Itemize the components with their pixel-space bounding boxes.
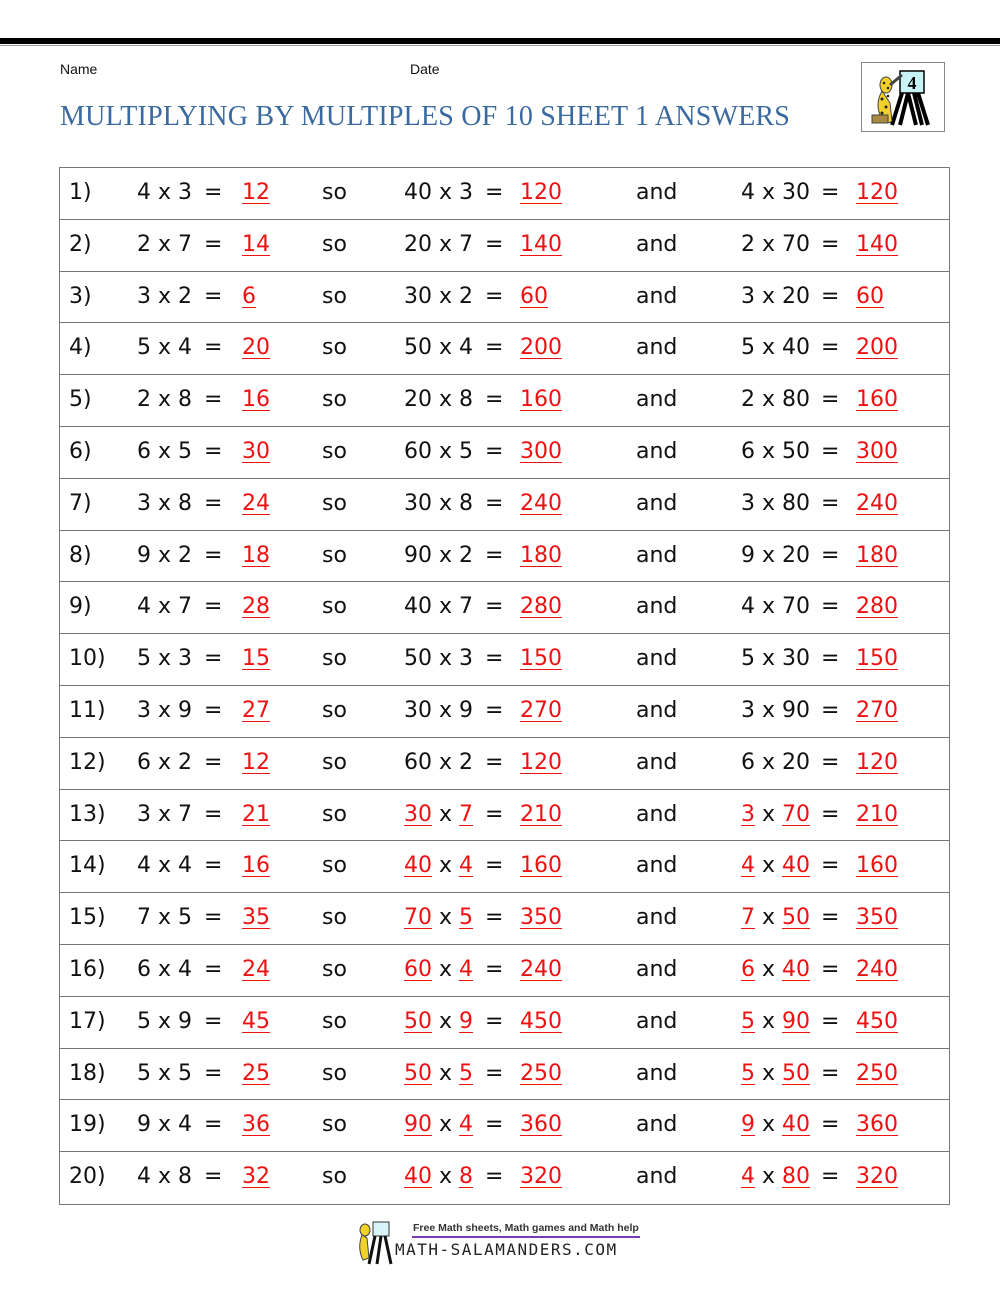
tens-fact-right: 7 x 50: [741, 905, 811, 931]
table-row: [60, 1152, 949, 1204]
table-row: [60, 634, 949, 686]
name-label: Name: [60, 61, 98, 77]
tens-answer-left: 160: [520, 387, 562, 413]
equals-sign: =: [821, 594, 840, 620]
base-answer: 27: [242, 697, 270, 723]
equals-sign: =: [485, 542, 504, 568]
tens-fact-right: 5 x 30: [741, 646, 811, 672]
equals-sign: =: [204, 905, 223, 931]
equals-sign: =: [204, 387, 223, 413]
equals-sign: =: [204, 231, 223, 257]
tens-fact-right: 2 x 80: [741, 387, 811, 413]
equals-sign: =: [204, 801, 223, 827]
equals-sign: =: [821, 749, 840, 775]
base-answer: 6: [242, 283, 256, 309]
base-answer: 24: [242, 956, 270, 982]
equals-sign: =: [204, 438, 223, 464]
and-word: and: [636, 905, 678, 931]
base-answer: 12: [242, 180, 270, 205]
equals-sign: =: [485, 956, 504, 982]
question-number: 4): [69, 335, 92, 361]
equals-sign: =: [485, 490, 504, 516]
question-number: 12): [69, 749, 106, 775]
base-fact: 7 x 5: [137, 905, 193, 931]
tens-answer-right: 320: [856, 1164, 898, 1190]
tens-fact-right: 9 x 40: [741, 1112, 811, 1138]
so-word: so: [322, 697, 347, 723]
base-answer: 25: [242, 1060, 270, 1086]
base-answer: 14: [242, 231, 270, 257]
tens-answer-right: 180: [856, 542, 898, 568]
and-word: and: [636, 1112, 678, 1138]
tens-answer-left: 270: [520, 697, 562, 723]
base-fact: 4 x 8: [137, 1164, 193, 1190]
tens-answer-right: 360: [856, 1112, 898, 1138]
question-number: 8): [69, 542, 92, 568]
equals-sign: =: [821, 490, 840, 516]
equals-sign: =: [821, 801, 840, 827]
footer-divider: [412, 1236, 640, 1238]
base-fact: 4 x 4: [137, 853, 193, 879]
base-fact: 3 x 8: [137, 490, 193, 516]
tens-answer-right: 160: [856, 853, 898, 879]
tens-answer-right: 210: [856, 801, 898, 827]
tens-fact-left: 30 x 9: [404, 697, 474, 723]
base-answer: 32: [242, 1164, 270, 1190]
equals-sign: =: [204, 956, 223, 982]
tens-answer-left: 60: [520, 283, 548, 309]
tens-answer-right: 120: [856, 180, 898, 205]
tens-fact-left: 50 x 3: [404, 646, 474, 672]
tens-answer-right: 450: [856, 1008, 898, 1034]
base-answer: 21: [242, 801, 270, 827]
equals-sign: =: [485, 905, 504, 931]
tens-fact-right: 3 x 70: [741, 801, 811, 827]
equals-sign: =: [821, 905, 840, 931]
tens-answer-right: 140: [856, 231, 898, 257]
table-row: [60, 168, 949, 220]
so-word: so: [322, 801, 347, 827]
equals-sign: =: [204, 594, 223, 620]
top-rule-thin: [0, 45, 1000, 46]
so-word: so: [322, 231, 347, 257]
and-word: and: [636, 1164, 678, 1190]
table-row: [60, 323, 949, 375]
equals-sign: =: [485, 697, 504, 723]
equals-sign: =: [485, 231, 504, 257]
tens-answer-left: 300: [520, 438, 562, 464]
base-fact: 9 x 4: [137, 1112, 193, 1138]
question-number: 13): [69, 801, 106, 827]
table-row: [60, 997, 949, 1049]
equals-sign: =: [204, 697, 223, 723]
base-fact: 5 x 9: [137, 1008, 193, 1034]
tens-answer-left: 320: [520, 1164, 562, 1190]
page-title: MULTIPLYING BY MULTIPLES OF 10 SHEET 1 ANSWERS: [60, 101, 791, 132]
question-number: 6): [69, 438, 92, 464]
question-number: 16): [69, 956, 106, 982]
question-number: 20): [69, 1164, 106, 1190]
base-answer: 12: [242, 749, 270, 775]
question-number: 14): [69, 853, 106, 879]
tens-fact-right: 2 x 70: [741, 231, 811, 257]
tens-answer-left: 120: [520, 180, 562, 205]
and-word: and: [636, 438, 678, 464]
tens-fact-right: 4 x 70: [741, 594, 811, 620]
footer-tagline: Free Math sheets, Math games and Math help: [413, 1222, 639, 1234]
and-word: and: [636, 180, 678, 205]
equals-sign: =: [204, 1112, 223, 1138]
equals-sign: =: [485, 1112, 504, 1138]
base-fact: 3 x 7: [137, 801, 193, 827]
footer-brand: MATH-SALAMANDERS.COM: [395, 1240, 618, 1259]
tens-fact-left: 30 x 2: [404, 283, 474, 309]
and-word: and: [636, 387, 678, 413]
equals-sign: =: [821, 180, 840, 205]
equals-sign: =: [485, 438, 504, 464]
equals-sign: =: [821, 1164, 840, 1190]
tens-answer-right: 280: [856, 594, 898, 620]
tens-fact-left: 70 x 5: [404, 905, 474, 931]
tens-fact-left: 30 x 7: [404, 801, 474, 827]
equals-sign: =: [821, 1008, 840, 1034]
equals-sign: =: [204, 853, 223, 879]
so-word: so: [322, 283, 347, 309]
base-answer: 45: [242, 1008, 270, 1034]
base-fact: 4 x 3: [137, 180, 193, 205]
table-row: [60, 427, 949, 479]
equals-sign: =: [821, 1060, 840, 1086]
base-fact: 6 x 4: [137, 956, 193, 982]
and-word: and: [636, 594, 678, 620]
equals-sign: =: [821, 335, 840, 361]
table-row: [60, 220, 949, 272]
so-word: so: [322, 905, 347, 931]
equals-sign: =: [821, 231, 840, 257]
and-word: and: [636, 1008, 678, 1034]
base-fact: 5 x 3: [137, 646, 193, 672]
table-row: [60, 582, 949, 634]
and-word: and: [636, 646, 678, 672]
tens-answer-left: 250: [520, 1060, 562, 1086]
table-row: [60, 893, 949, 945]
tens-fact-left: 60 x 5: [404, 438, 474, 464]
base-fact: 3 x 9: [137, 697, 193, 723]
tens-answer-left: 360: [520, 1112, 562, 1138]
table-row: [60, 945, 949, 997]
tens-answer-left: 280: [520, 594, 562, 620]
tens-answer-right: 270: [856, 697, 898, 723]
tens-answer-left: 350: [520, 905, 562, 931]
tens-fact-left: 40 x 3: [404, 180, 474, 205]
so-word: so: [322, 1164, 347, 1190]
and-word: and: [636, 490, 678, 516]
base-answer: 24: [242, 490, 270, 516]
tens-fact-left: 60 x 4: [404, 956, 474, 982]
tens-fact-left: 90 x 2: [404, 542, 474, 568]
base-answer: 36: [242, 1112, 270, 1138]
equals-sign: =: [204, 1060, 223, 1086]
footer-branding: [355, 1220, 645, 1265]
date-label: Date: [410, 61, 440, 77]
equals-sign: =: [485, 646, 504, 672]
question-number: 3): [69, 283, 92, 309]
question-number: 7): [69, 490, 92, 516]
base-fact: 6 x 5: [137, 438, 193, 464]
so-word: so: [322, 542, 347, 568]
tens-fact-right: 6 x 40: [741, 956, 811, 982]
equals-sign: =: [485, 283, 504, 309]
tens-fact-right: 3 x 20: [741, 283, 811, 309]
equals-sign: =: [204, 1008, 223, 1034]
tens-fact-right: 4 x 30: [741, 180, 811, 205]
equals-sign: =: [821, 387, 840, 413]
equals-sign: =: [821, 1112, 840, 1138]
answer-table: [59, 167, 950, 1205]
tens-answer-right: 160: [856, 387, 898, 413]
equals-sign: =: [821, 542, 840, 568]
question-number: 19): [69, 1112, 106, 1138]
and-word: and: [636, 1060, 678, 1086]
and-word: and: [636, 542, 678, 568]
base-fact: 5 x 5: [137, 1060, 193, 1086]
grade-logo: [861, 62, 945, 132]
tens-answer-left: 200: [520, 335, 562, 361]
equals-sign: =: [485, 180, 504, 205]
table-row: [60, 841, 949, 893]
and-word: and: [636, 231, 678, 257]
and-word: and: [636, 697, 678, 723]
tens-answer-right: 250: [856, 1060, 898, 1086]
tens-fact-right: 5 x 40: [741, 335, 811, 361]
question-number: 11): [69, 697, 106, 723]
base-answer: 16: [242, 387, 270, 413]
table-row: [60, 531, 949, 583]
so-word: so: [322, 853, 347, 879]
equals-sign: =: [821, 438, 840, 464]
tens-answer-right: 60: [856, 283, 884, 309]
so-word: so: [322, 1008, 347, 1034]
tens-fact-left: 40 x 8: [404, 1164, 474, 1190]
table-row: [60, 686, 949, 738]
tens-fact-left: 20 x 8: [404, 387, 474, 413]
equals-sign: =: [204, 1164, 223, 1190]
and-word: and: [636, 283, 678, 309]
tens-fact-left: 20 x 7: [404, 231, 474, 257]
tens-fact-left: 30 x 8: [404, 490, 474, 516]
equals-sign: =: [204, 283, 223, 309]
base-fact: 4 x 7: [137, 594, 193, 620]
base-answer: 30: [242, 438, 270, 464]
tens-answer-left: 240: [520, 490, 562, 516]
equals-sign: =: [485, 801, 504, 827]
table-row: [60, 1049, 949, 1101]
so-word: so: [322, 438, 347, 464]
tens-answer-left: 180: [520, 542, 562, 568]
table-row: [60, 479, 949, 531]
tens-fact-left: 40 x 7: [404, 594, 474, 620]
top-rule: [0, 38, 1000, 44]
equals-sign: =: [821, 956, 840, 982]
equals-sign: =: [485, 1060, 504, 1086]
and-word: and: [636, 853, 678, 879]
question-number: 10): [69, 646, 106, 672]
question-number: 5): [69, 387, 92, 413]
tens-fact-left: 60 x 2: [404, 749, 474, 775]
table-row: [60, 375, 949, 427]
tens-answer-left: 210: [520, 801, 562, 827]
equals-sign: =: [204, 542, 223, 568]
base-answer: 20: [242, 335, 270, 361]
question-number: 17): [69, 1008, 106, 1034]
tens-fact-right: 9 x 20: [741, 542, 811, 568]
tens-answer-right: 200: [856, 335, 898, 361]
so-word: so: [322, 646, 347, 672]
equals-sign: =: [485, 594, 504, 620]
tens-fact-left: 50 x 9: [404, 1008, 474, 1034]
table-row: [60, 790, 949, 842]
salamander-logo-icon: [355, 1220, 395, 1265]
table-row: [60, 738, 949, 790]
tens-answer-right: 240: [856, 490, 898, 516]
so-word: so: [322, 594, 347, 620]
so-word: so: [322, 1060, 347, 1086]
equals-sign: =: [485, 749, 504, 775]
tens-fact-right: 4 x 80: [741, 1164, 811, 1190]
question-number: 2): [69, 231, 92, 257]
equals-sign: =: [821, 646, 840, 672]
equals-sign: =: [204, 749, 223, 775]
equals-sign: =: [485, 1008, 504, 1034]
tens-answer-left: 120: [520, 749, 562, 775]
salamander-easel-icon: [862, 63, 944, 131]
tens-answer-left: 240: [520, 956, 562, 982]
svg-text:4: 4: [907, 73, 917, 93]
and-word: and: [636, 956, 678, 982]
and-word: and: [636, 335, 678, 361]
tens-fact-left: 90 x 4: [404, 1112, 474, 1138]
base-fact: 6 x 2: [137, 749, 193, 775]
so-word: so: [322, 956, 347, 982]
so-word: so: [322, 749, 347, 775]
tens-answer-left: 150: [520, 646, 562, 672]
so-word: so: [322, 335, 347, 361]
equals-sign: =: [821, 853, 840, 879]
tens-fact-left: 50 x 5: [404, 1060, 474, 1086]
equals-sign: =: [485, 335, 504, 361]
equals-sign: =: [204, 490, 223, 516]
tens-answer-right: 150: [856, 646, 898, 672]
tens-answer-left: 140: [520, 231, 562, 257]
tens-fact-left: 50 x 4: [404, 335, 474, 361]
so-word: so: [322, 180, 347, 205]
tens-fact-right: 6 x 20: [741, 749, 811, 775]
base-answer: 16: [242, 853, 270, 879]
tens-answer-right: 300: [856, 438, 898, 464]
equals-sign: =: [485, 387, 504, 413]
question-number: 1): [69, 180, 92, 205]
tens-fact-right: 3 x 90: [741, 697, 811, 723]
tens-fact-left: 40 x 4: [404, 853, 474, 879]
base-answer: 18: [242, 542, 270, 568]
base-fact: 9 x 2: [137, 542, 193, 568]
and-word: and: [636, 801, 678, 827]
tens-fact-right: 6 x 50: [741, 438, 811, 464]
question-number: 18): [69, 1060, 106, 1086]
question-number: 15): [69, 905, 106, 931]
table-row: [60, 272, 949, 324]
base-answer: 35: [242, 905, 270, 931]
tens-answer-left: 450: [520, 1008, 562, 1034]
equals-sign: =: [821, 697, 840, 723]
base-answer: 15: [242, 646, 270, 672]
tens-answer-right: 240: [856, 956, 898, 982]
equals-sign: =: [485, 1164, 504, 1190]
and-word: and: [636, 749, 678, 775]
question-number: 9): [69, 594, 92, 620]
tens-answer-right: 120: [856, 749, 898, 775]
so-word: so: [322, 1112, 347, 1138]
base-fact: 3 x 2: [137, 283, 193, 309]
base-fact: 5 x 4: [137, 335, 193, 361]
tens-fact-right: 3 x 80: [741, 490, 811, 516]
table-row: [60, 1100, 949, 1152]
so-word: so: [322, 387, 347, 413]
equals-sign: =: [821, 283, 840, 309]
tens-answer-right: 350: [856, 905, 898, 931]
base-answer: 28: [242, 594, 270, 620]
equals-sign: =: [204, 646, 223, 672]
tens-answer-left: 160: [520, 853, 562, 879]
base-fact: 2 x 7: [137, 231, 193, 257]
tens-fact-right: 5 x 90: [741, 1008, 811, 1034]
equals-sign: =: [204, 335, 223, 361]
base-fact: 2 x 8: [137, 387, 193, 413]
so-word: so: [322, 490, 347, 516]
equals-sign: =: [485, 853, 504, 879]
equals-sign: =: [204, 180, 223, 205]
tens-fact-right: 4 x 40: [741, 853, 811, 879]
tens-fact-right: 5 x 50: [741, 1060, 811, 1086]
